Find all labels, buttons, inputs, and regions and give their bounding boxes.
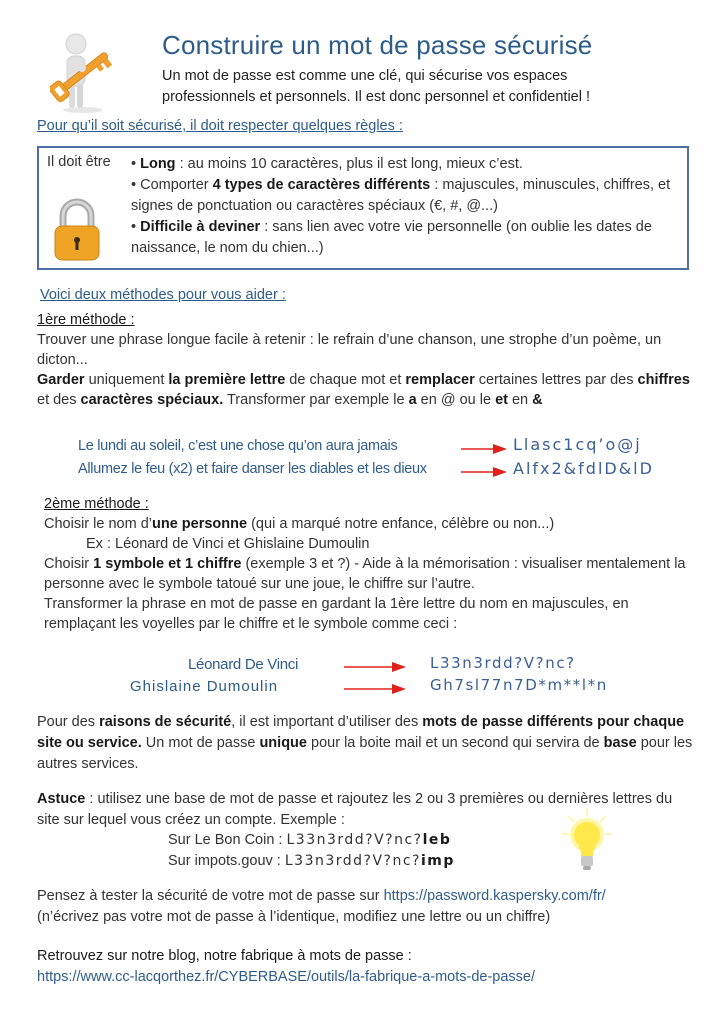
method1-para2: Garder uniquement la première lettre de chaque mot et remplacer certaines lettres par des chiffres et des caractères spéciaux. Transformer par exemple le a en @ ou le et en & bbox=[37, 372, 690, 408]
rule-item: • Difficile à deviner : sans lien avec votre vie personnelle (on oublie les dates de naissance, le nom du chien...) bbox=[131, 219, 652, 256]
rules-box bbox=[37, 146, 689, 270]
rule-text: : majuscules, minuscules, chiffres, et signes de ponctuation ou caractères spéciaux (€, #, @...) bbox=[131, 177, 671, 214]
example-password: Alfx2&fdlD&lD bbox=[513, 459, 654, 478]
intro-line: professionnels et personnels. Il est donc personnel et confidentiel ! bbox=[162, 89, 591, 105]
rule-text: : au moins 10 caractères, plus il est long, mieux c’est. bbox=[175, 156, 523, 172]
kaspersky-link[interactable]: https://password.kaspersky.com/fr/ bbox=[383, 888, 606, 904]
lightbulb-icon bbox=[562, 808, 612, 879]
rule-pre: Comporter bbox=[140, 177, 213, 193]
arrow-right-icon bbox=[461, 444, 507, 454]
tip-example: Sur Le Bon Coin : L33n3rdd?V?nc?leb bbox=[168, 832, 452, 848]
methods-heading: Voici deux méthodes pour vous aider : bbox=[40, 287, 286, 303]
rules-heading: Pour qu’il soit sécurisé, il doit respecter quelques règles : bbox=[37, 118, 403, 134]
example-password: Gh7sl77n7D*m**l*n bbox=[430, 676, 608, 694]
arrow-right-icon bbox=[461, 467, 507, 477]
method2-line4: Transformer la phrase en mot de passe en gardant la 1ère lettre du nom en majuscules, en remplaçant les voyelles par le chiffre et le symbole comme ceci : bbox=[44, 596, 629, 632]
rule-bold: 4 types de caractères différents bbox=[212, 177, 431, 193]
example-password: L33n3rdd?V?nc? bbox=[430, 654, 576, 672]
example-password: Llasc1cq’o@j bbox=[513, 435, 642, 454]
rules-label: Il doit être bbox=[47, 154, 111, 170]
method2-example: Ex : Léonard de Vinci et Ghislaine Dumoulin bbox=[86, 536, 370, 552]
rule-item: • Comporter 4 types de caractères différents : majuscules, minuscules, chiffres, et signes de ponctuation ou caractères spéciaux (€, #, @...) bbox=[131, 177, 671, 214]
page-title: Construire un mot de passe sécurisé bbox=[162, 30, 593, 60]
rule-item: • Long : au moins 10 caractères, plus il est long, mieux c’est. bbox=[131, 156, 523, 172]
person-holding-key-icon bbox=[50, 32, 125, 119]
arrow-right-icon bbox=[344, 662, 406, 672]
rule-bold: Difficile à deviner bbox=[140, 219, 261, 235]
intro-line: Un mot de passe est comme une clé, qui sécurise vos espaces bbox=[162, 68, 568, 84]
tip-example: Sur impots.gouv : L33n3rdd?V?nc?imp bbox=[168, 853, 455, 869]
tip-examples bbox=[168, 830, 455, 872]
blog-link[interactable]: https://www.cc-lacqorthez.fr/CYBERBASE/outils/la-fabrique-a-mots-de-passe/ bbox=[37, 969, 536, 985]
method1-title: 1ère méthode : bbox=[37, 312, 135, 328]
blog-text: Retrouvez sur notre blog, notre fabrique à mots de passe : bbox=[37, 948, 412, 964]
arrow-right-icon bbox=[344, 684, 406, 694]
tip-label: Astuce bbox=[37, 791, 86, 807]
example-name: Ghislaine Dumoulin bbox=[130, 678, 279, 695]
method1-para1: Trouver une phrase longue facile à retenir : le refrain d’une chanson, une strophe d’un poème, un dicton... bbox=[37, 332, 662, 368]
blog-paragraph bbox=[37, 946, 707, 988]
test-note: (n’écrivez pas votre mot de passe à l’identique, modifiez une lettre ou un chiffre) bbox=[37, 909, 551, 925]
rules-list bbox=[131, 154, 683, 259]
intro-text bbox=[162, 66, 702, 108]
tip-text: : utilisez une base de mot de passe et rajoutez les 2 ou 3 premières ou dernières lettres du site sur lequel vous créez un compte. Exemple : bbox=[37, 791, 673, 828]
rule-bold: Long bbox=[140, 156, 176, 172]
example-phrase: Le lundi au soleil, c’est une chose qu’on aura jamais bbox=[78, 438, 398, 454]
test-paragraph bbox=[37, 886, 697, 928]
method2-line3: Choisir 1 symbole et 1 chiffre (exemple 3 et ?) - Aide à la mémorisation : visualiser mentalement la personne avec le symbole tatoué sur une joue, le chiffre sur l’autre. bbox=[44, 556, 686, 592]
example-name: Léonard De Vinci bbox=[188, 656, 298, 673]
test-line: Pensez à tester la sécurité de votre mot de passe sur https://password.kaspersky.com/fr/ bbox=[37, 888, 606, 904]
method2-line1: Choisir le nom d’une personne (qui a marqué notre enfance, célèbre ou non...) bbox=[44, 516, 555, 532]
method1-section bbox=[37, 310, 692, 410]
method2-section bbox=[44, 494, 694, 634]
rule-text: : sans lien avec votre vie personnelle (on oublie les dates de naissance, le nom du chien...) bbox=[131, 219, 652, 256]
security-paragraph: Pour des raisons de sécurité, il est important d’utiliser des mots de passe différents pour chaque site ou service. Un mot de passe unique pour la boite mail et un second qui servira de base pour les autres services. bbox=[37, 714, 693, 772]
method2-title: 2ème méthode : bbox=[44, 496, 149, 512]
example-phrase: Allumez le feu (x2) et faire danser les diables et les dieux bbox=[78, 461, 427, 477]
